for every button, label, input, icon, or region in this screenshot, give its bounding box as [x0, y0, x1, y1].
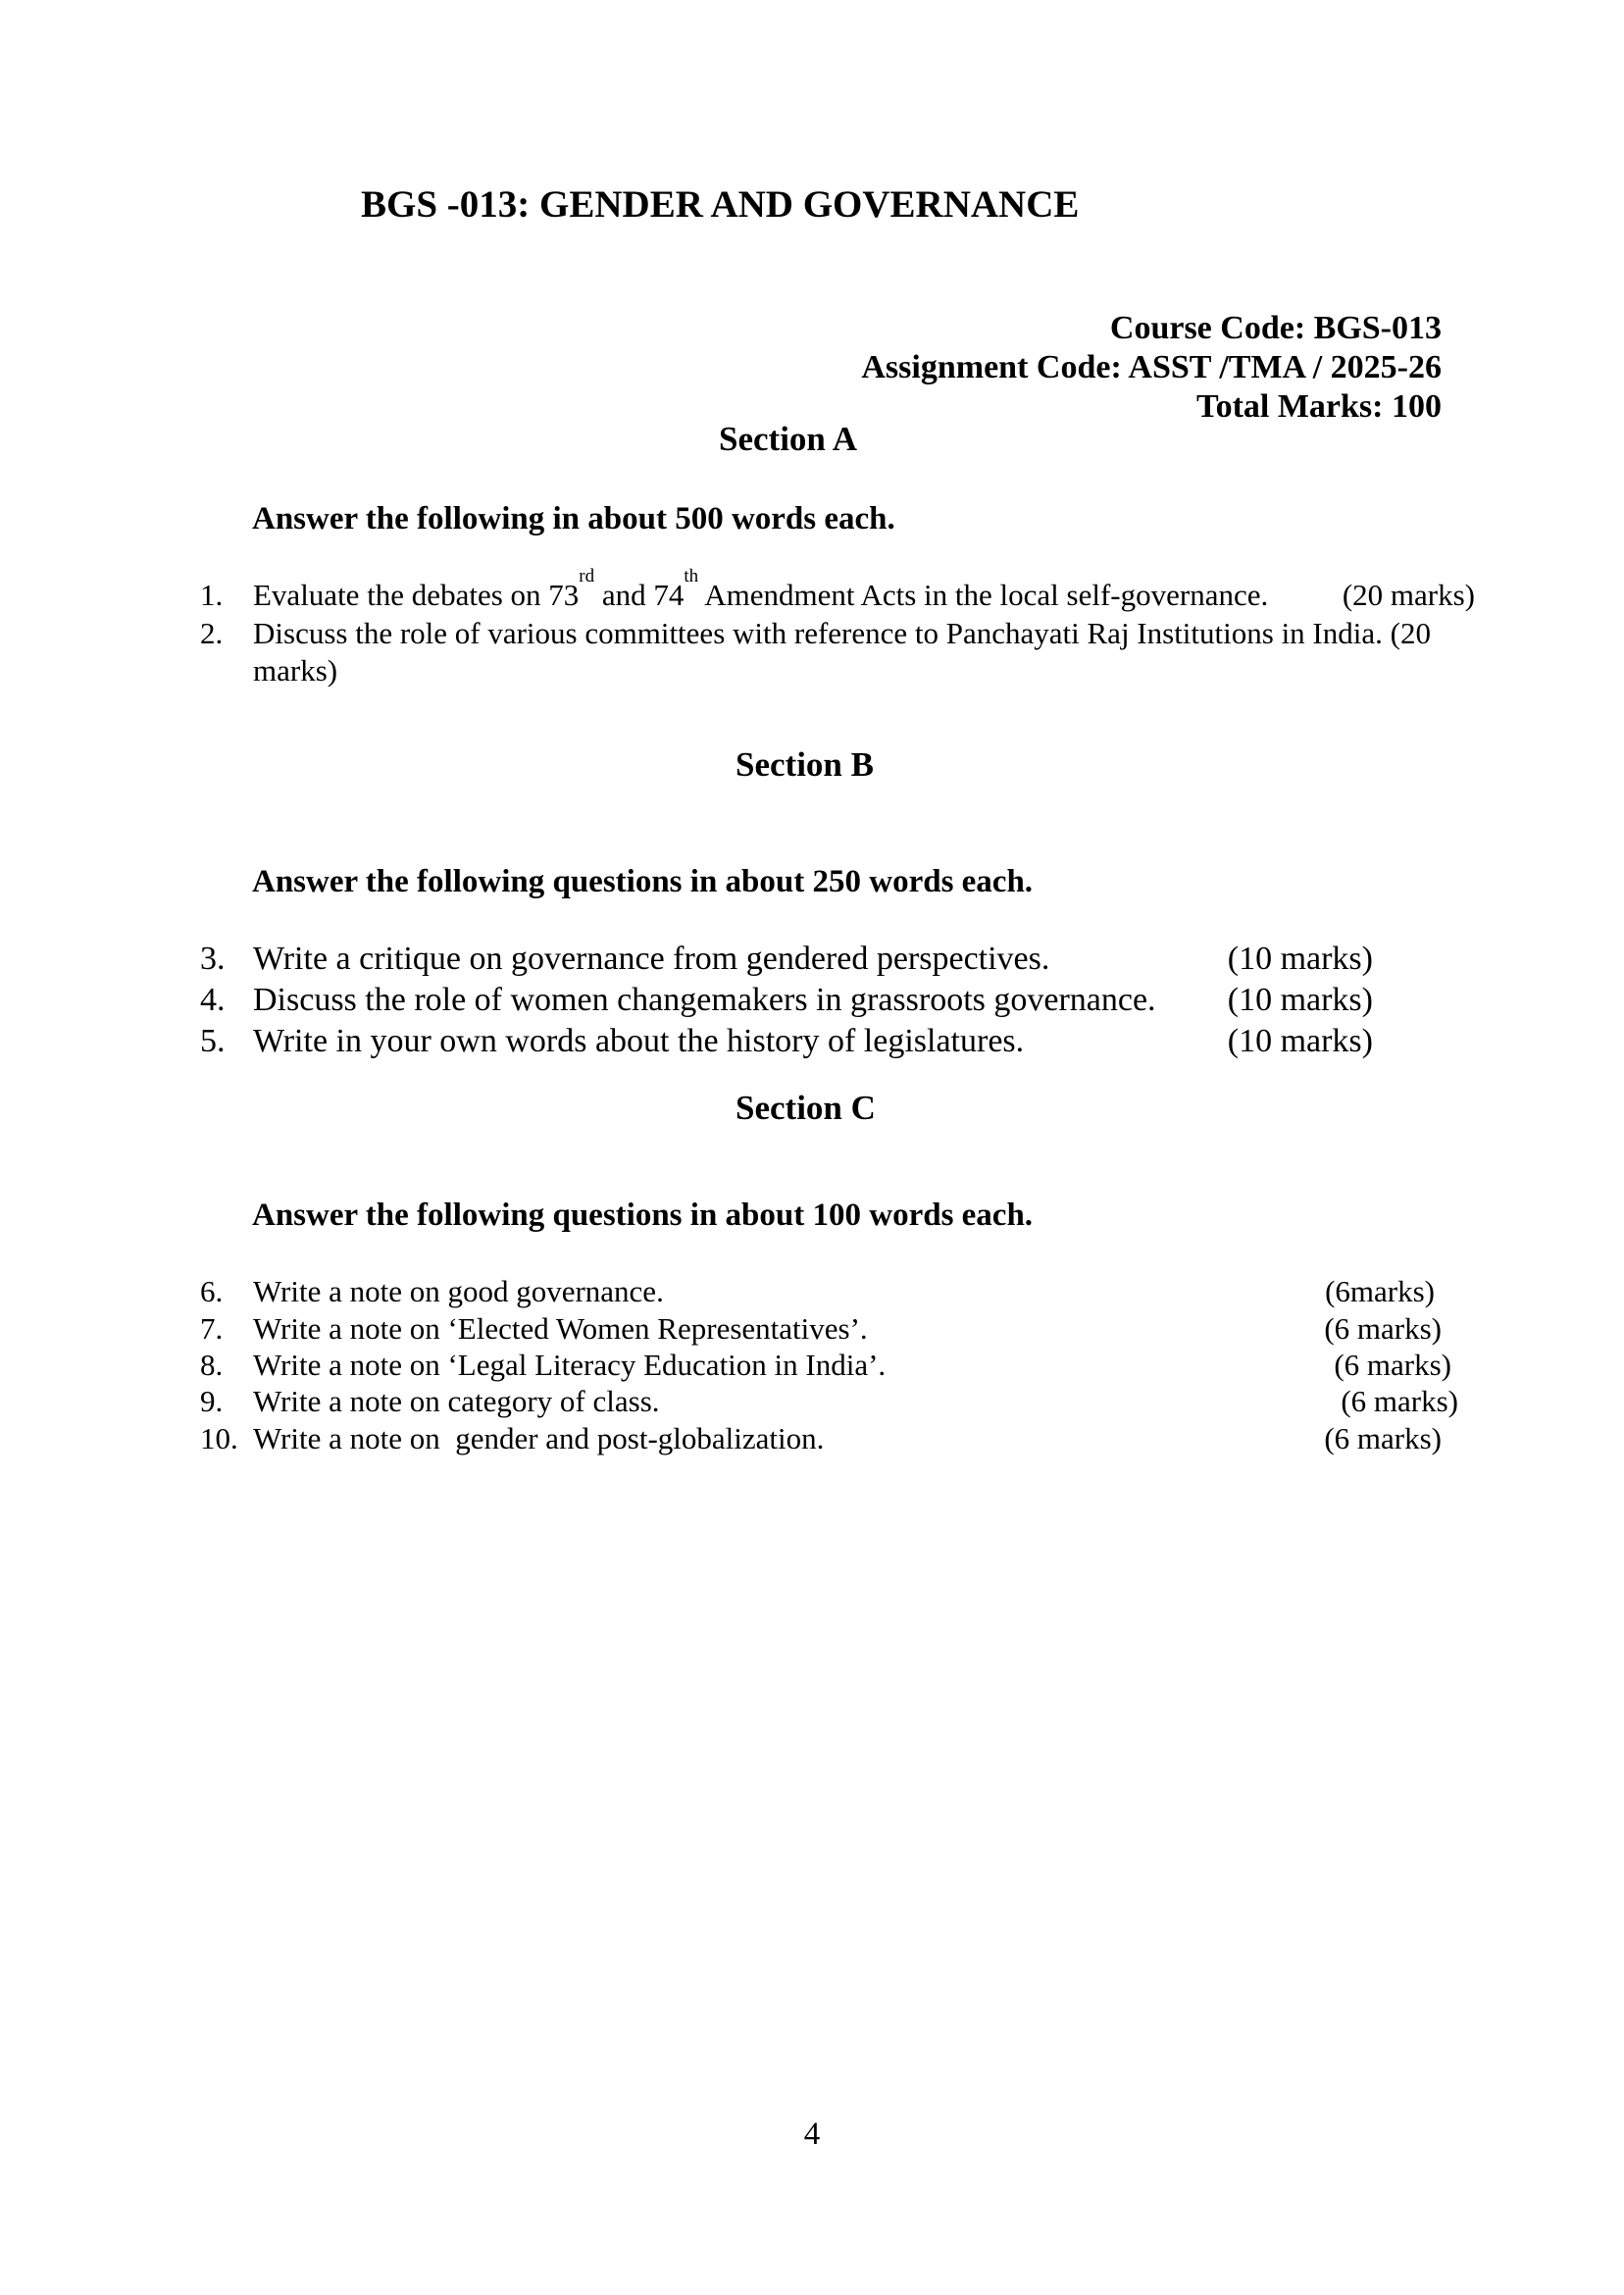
question-1-number: 1. [200, 578, 224, 612]
question-2-number: 2. [200, 616, 224, 650]
question-1 [200, 565, 1475, 613]
section-c-heading: Section C [736, 1089, 876, 1127]
question-3 [200, 941, 1373, 978]
question-4-number: 4. [200, 982, 226, 1018]
page-number: 4 [803, 2116, 821, 2152]
question-9-text: Write a note on category of class. [253, 1384, 660, 1418]
course-code-line: Course Code: BGS-013 [1109, 310, 1442, 346]
question-2-text-line1: Discuss the role of various committees with reference to Panchayati Raj Institutions in India. (20 [253, 616, 1431, 650]
question-8-marks: (6 marks) [1334, 1348, 1451, 1382]
question-5 [200, 1023, 1373, 1060]
question-8 [200, 1348, 1475, 1383]
question-7-text: Write a note on ‘Elected Women Representatives’. [253, 1311, 868, 1346]
question-2 [200, 616, 1475, 651]
section-c-instruction: Answer the following questions in about 100 words each. [252, 1198, 1034, 1233]
question-10-text: Write a note on gender and post-globalization. [253, 1421, 825, 1455]
section-a-instruction: Answer the following in about 500 words each. [252, 501, 895, 536]
section-b-heading: Section B [736, 745, 874, 784]
question-1-marks: (20 marks) [1342, 578, 1475, 612]
question-8-number: 8. [200, 1348, 224, 1382]
question-3-text: Write a critique on governance from gendered perspectives. [253, 941, 1050, 977]
question-10-marks: (6 marks) [1324, 1421, 1442, 1455]
assignment-code-line: Assignment Code: ASST /TMA / 2025-26 [861, 349, 1442, 385]
question-2-text-line2: marks) [253, 653, 338, 688]
question-9-number: 9. [200, 1384, 224, 1418]
question-6-marks: (6marks) [1325, 1274, 1435, 1308]
ordinal-superscript: th [684, 565, 699, 586]
question-3-marks: (10 marks) [1227, 941, 1373, 977]
question-6-number: 6. [200, 1274, 224, 1308]
section-b-instruction: Answer the following questions in about 250 words each. [252, 864, 1034, 899]
question-3-number: 3. [200, 941, 226, 977]
question-6-text: Write a note on good governance. [253, 1274, 664, 1308]
question-7-marks: (6 marks) [1324, 1311, 1442, 1346]
question-9-marks: (6 marks) [1341, 1384, 1458, 1418]
question-1-text: Evaluate the debates on 73rd and 74th Amendment Acts in the local self-governance. [253, 565, 1269, 612]
section-a-heading: Section A [719, 420, 857, 458]
question-4-marks: (10 marks) [1227, 982, 1373, 1018]
question-4 [200, 982, 1373, 1019]
question-10-number: 10. [200, 1421, 238, 1455]
question-8-text: Write a note on ‘Legal Literacy Education in India’. [253, 1348, 887, 1382]
question-10 [200, 1421, 1475, 1456]
question-7-number: 7. [200, 1311, 224, 1346]
question-9 [200, 1384, 1475, 1419]
question-5-text: Write in your own words about the history of legislatures. [253, 1023, 1025, 1059]
question-6 [200, 1274, 1475, 1309]
document-title: BGS -013: GENDER AND GOVERNANCE [361, 183, 1080, 226]
ordinal-superscript: rd [579, 565, 595, 586]
question-7 [200, 1311, 1475, 1347]
question-5-marks: (10 marks) [1227, 1023, 1373, 1059]
total-marks-line: Total Marks: 100 [1196, 388, 1442, 425]
question-5-number: 5. [200, 1023, 226, 1059]
question-4-text: Discuss the role of women changemakers in grassroots governance. [253, 982, 1156, 1018]
